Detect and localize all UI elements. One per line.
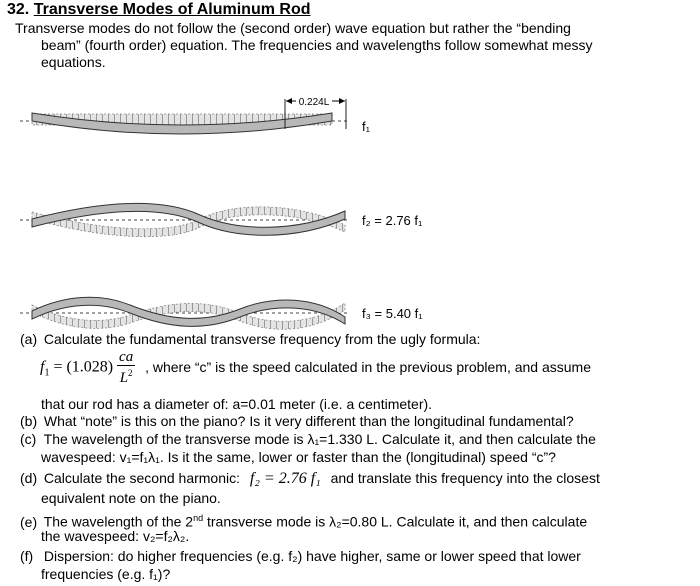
question-e-text-before: The wavelength of the 2 [43,513,194,530]
question-c-label: (c) [20,431,37,447]
question-d [20,470,600,487]
formula-coefficient: = (1.028) [49,358,114,376]
problem-title [7,1,311,19]
question-d-text-after: and translate this frequency into the closest [330,470,600,486]
formula-denominator: L [119,370,129,386]
mode-3-label: f₃ = 5.40 f₁ [362,306,423,321]
problem-number: 32. [7,1,30,18]
question-f-continuation: frequencies (e.g. f₁)? [41,566,171,582]
problem-heading: Transverse Modes of Aluminum Rod [33,1,311,18]
question-a-continuation: that our rod has a diameter of: a=0.01 meter (i.e. a centimeter). [41,396,433,412]
question-f [20,548,581,565]
question-a-label: (a) [20,331,38,347]
formula-den-exponent: 2 [128,368,133,378]
mode-1-label: f₁ [362,119,370,134]
mode-1-diagram [20,97,371,134]
mode-2-diagram [20,203,423,236]
question-d-label: (d) [20,470,38,486]
question-a-after-formula: , where “c” is the speed calculated in the previous problem, and assume [145,358,591,375]
question-c-text: The wavelength of the transverse mode is λ₁=1.330 L. Calculate it, and then calculate the [43,431,596,447]
question-e-superscript: nd [193,513,204,523]
question-c-continuation: wavespeed: v₁=f₁λ₁. Is it the same, lower or faster than the (longitudinal) speed “c”? [41,449,556,465]
mode-2-label: f₂ = 2.76 f₁ [362,213,423,228]
question-e-continuation: the wavespeed: v₂=f₂λ₂. [41,528,190,544]
mode-3-diagram [20,297,423,329]
transverse-modes-figure [0,85,700,330]
question-a [20,331,480,348]
formula-fraction [117,350,135,386]
formula-f-sub: 1 [44,367,50,379]
intro-line-1: Transverse modes do not follow the (second order) wave equation but rather the “bending [15,20,571,36]
question-d-continuation: equivalent note on the piano. [41,490,221,506]
question-b-text: What “note” is this on the piano? Is it very different than the longitudinal fundamental? [43,413,574,429]
formula-f: f [40,358,45,376]
intro-line-3: equations. [41,54,106,70]
question-b-label: (b) [20,413,38,429]
question-d-formula: f₂ = 2.76 f₁ [249,470,321,487]
question-d-text-before: Calculate the second harmonic: [43,470,240,486]
intro-line-2: beam” (fourth order) equation. The frequencies and wavelengths follow somewhat messy [41,37,593,53]
dimension-label: 0.224L [298,97,330,108]
question-e-label: (e) [20,513,38,530]
question-e-text-after: transverse mode is λ₂=0.80 L. Calculate it, and then calculate [203,513,588,530]
question-b [20,413,574,430]
question-f-label: (f) [20,548,34,564]
question-c [20,431,596,448]
question-a-text: Calculate the fundamental transverse frequency from the ugly formula: [43,331,481,347]
formula-numerator: ca [119,349,134,365]
question-f-text: Dispersion: do higher frequencies (e.g. f₂) have higher, same or lower speed that lower [43,548,581,564]
question-a-formula-line [40,350,591,386]
